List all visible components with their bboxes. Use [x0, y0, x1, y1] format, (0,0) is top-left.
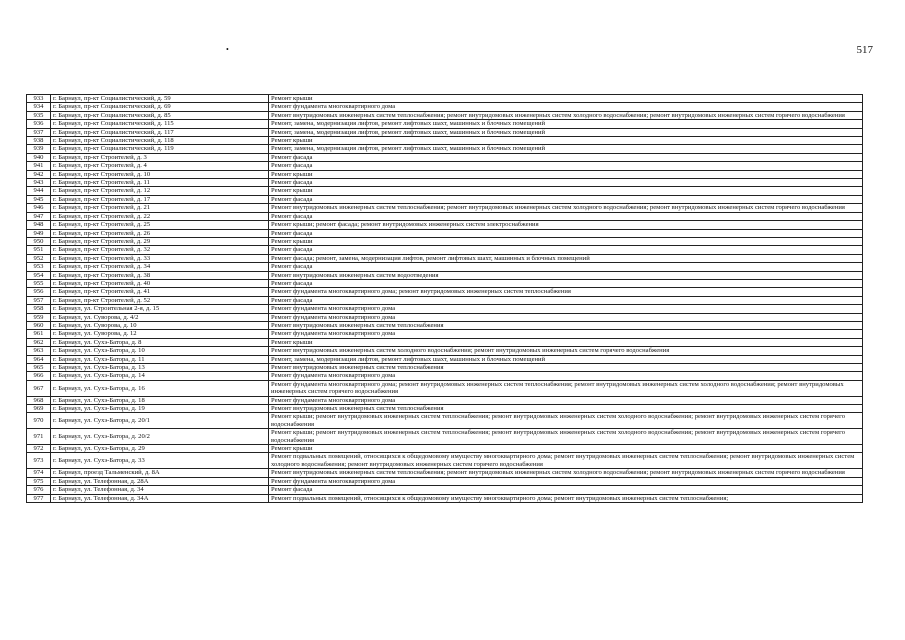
table-row: [27, 288, 863, 296]
table-row: [27, 296, 863, 304]
table-row: [27, 372, 863, 380]
table-row: [27, 469, 863, 477]
row-number: 937: [27, 128, 51, 136]
row-number: 957: [27, 296, 51, 304]
row-works: Ремонт крыши: [269, 170, 863, 178]
table-row: [27, 380, 863, 396]
row-works: Ремонт фундамента многоквартирного дома: [269, 477, 863, 485]
row-works: Ремонт внутридомовых инженерных систем теплоснабжения; ремонт внутридомовых инженерных систем холодного водоснабжения; ремонт внутридомовых инженерных систем горячего водоснабжения: [269, 469, 863, 477]
row-number: 972: [27, 445, 51, 453]
row-number: 975: [27, 477, 51, 485]
row-works: Ремонт, замена, модернизация лифтов, ремонт лифтовых шахт, машинных и блочных помещений: [269, 120, 863, 128]
table-row: [27, 453, 863, 469]
row-works: Ремонт подвальных помещений, относящихся к общедомовому имуществу многоквартирного дома; ремонт внутридомовых инженерных систем теплоснабжения; ремонт внутридомовых инженерных систем холодного водоснабжения; ремонт внутридомовых инженерных систем горячего водоснабжения: [269, 453, 863, 469]
table-row: [27, 330, 863, 338]
table-row: [27, 486, 863, 494]
row-number: 948: [27, 221, 51, 229]
row-works: Ремонт крыши: [269, 137, 863, 145]
row-number: 971: [27, 429, 51, 445]
row-address: г. Барнаул, пр-кт Социалистический, д. 118: [51, 137, 269, 145]
row-works: Ремонт крыши; ремонт внутридомовых инженерных систем теплоснабжения; ремонт внутридомовых инженерных систем холодного водоснабжения; ремонт внутридомовых инженерных систем горячего водоснабжения: [269, 429, 863, 445]
row-works: Ремонт фасада: [269, 179, 863, 187]
row-address: г. Барнаул, пр-кт Строителей, д. 10: [51, 170, 269, 178]
row-number: 942: [27, 170, 51, 178]
row-number: 933: [27, 95, 51, 103]
row-works: Ремонт внутридомовых инженерных систем теплоснабжения; ремонт внутридомовых инженерных систем холодного водоснабжения; ремонт внутридомовых инженерных систем горячего водоснабжения: [269, 111, 863, 119]
row-number: 949: [27, 229, 51, 237]
row-works: Ремонт фундамента многоквартирного дома: [269, 305, 863, 313]
row-number: 962: [27, 338, 51, 346]
table-row: [27, 405, 863, 413]
row-number: 952: [27, 254, 51, 262]
row-number: 954: [27, 271, 51, 279]
row-works: Ремонт фундамента многоквартирного дома; ремонт внутридомовых инженерных систем теплоснабжения; ремонт внутридомовых инженерных систем холодного водоснабжения; ремонт внутридомовых инженерных систем горячего водоснабжения: [269, 380, 863, 396]
row-address: г. Барнаул, пр-кт Строителей, д. 52: [51, 296, 269, 304]
row-works: Ремонт крыши: [269, 95, 863, 103]
row-address: г. Барнаул, пр-кт Социалистический, д. 115: [51, 120, 269, 128]
row-address: г. Барнаул, пр-кт Строителей, д. 12: [51, 187, 269, 195]
row-works: Ремонт внутридомовых инженерных систем теплоснабжения: [269, 405, 863, 413]
table-row: [27, 237, 863, 245]
row-works: Ремонт фундамента многоквартирного дома: [269, 372, 863, 380]
row-number: 956: [27, 288, 51, 296]
row-number: 960: [27, 321, 51, 329]
row-address: г. Барнаул, пр-кт Социалистический, д. 119: [51, 145, 269, 153]
table-row: [27, 396, 863, 404]
row-address: г. Барнаул, проезд Тальменский, д. 8А: [51, 469, 269, 477]
row-number: 976: [27, 486, 51, 494]
table-row: [27, 305, 863, 313]
row-works: Ремонт внутридомовых инженерных систем водоотведения: [269, 271, 863, 279]
row-works: Ремонт фасада: [269, 162, 863, 170]
row-works: Ремонт фасада; ремонт, замена, модернизация лифтов, ремонт лифтовых шахт, машинных и блочных помещений: [269, 254, 863, 262]
table-row: [27, 355, 863, 363]
row-works: Ремонт, замена, модернизация лифтов, ремонт лифтовых шахт, машинных и блочных помещений: [269, 128, 863, 136]
row-works: Ремонт внутридомовых инженерных систем теплоснабжения; ремонт внутридомовых инженерных систем холодного водоснабжения; ремонт внутридомовых инженерных систем горячего водоснабжения: [269, 204, 863, 212]
row-works: Ремонт фасада: [269, 229, 863, 237]
row-number: 959: [27, 313, 51, 321]
table-row: [27, 162, 863, 170]
row-works: Ремонт фасада: [269, 195, 863, 203]
table-row: [27, 429, 863, 445]
row-number: 961: [27, 330, 51, 338]
row-number: 977: [27, 494, 51, 502]
row-number: 973: [27, 453, 51, 469]
row-address: г. Барнаул, ул. Сухэ-Батора, д. 14: [51, 372, 269, 380]
table-row: [27, 103, 863, 111]
row-address: г. Барнаул, пр-кт Строителей, д. 38: [51, 271, 269, 279]
row-works: Ремонт крыши; ремонт внутридомовых инженерных систем теплоснабжения; ремонт внутридомовых инженерных систем холодного водоснабжения; ремонт внутридомовых инженерных систем горячего водоснабжения: [269, 413, 863, 429]
row-works: Ремонт крыши: [269, 445, 863, 453]
row-address: г. Барнаул, ул. Телефонная, д. 34: [51, 486, 269, 494]
row-address: г. Барнаул, ул. Строительная 2-я, д. 15: [51, 305, 269, 313]
row-number: 935: [27, 111, 51, 119]
row-number: 936: [27, 120, 51, 128]
row-works: Ремонт фасада: [269, 486, 863, 494]
row-works: Ремонт фасада: [269, 212, 863, 220]
table-row: [27, 246, 863, 254]
row-address: г. Барнаул, пр-кт Социалистический, д. 69: [51, 103, 269, 111]
table-row: [27, 145, 863, 153]
row-number: 958: [27, 305, 51, 313]
row-address: г. Барнаул, ул. Сухэ-Батора, д. 11: [51, 355, 269, 363]
table-row: [27, 313, 863, 321]
row-works: Ремонт, замена, модернизация лифтов, ремонт лифтовых шахт, машинных и блочных помещений: [269, 145, 863, 153]
table-row: [27, 494, 863, 502]
row-address: г. Барнаул, пр-кт Строителей, д. 32: [51, 246, 269, 254]
row-number: 964: [27, 355, 51, 363]
row-number: 955: [27, 279, 51, 287]
row-number: 968: [27, 396, 51, 404]
table-row: [27, 254, 863, 262]
table-row: [27, 477, 863, 485]
row-number: 939: [27, 145, 51, 153]
row-number: 970: [27, 413, 51, 429]
row-number: 950: [27, 237, 51, 245]
row-number: 974: [27, 469, 51, 477]
row-works: Ремонт, замена, модернизация лифтов, ремонт лифтовых шахт, машинных и блочных помещений: [269, 355, 863, 363]
row-address: г. Барнаул, ул. Сухэ-Батора, д. 29: [51, 445, 269, 453]
row-address: г. Барнаул, ул. Телефонная, д. 28А: [51, 477, 269, 485]
row-address: г. Барнаул, пр-кт Строителей, д. 29: [51, 237, 269, 245]
row-address: г. Барнаул, пр-кт Социалистический, д. 59: [51, 95, 269, 103]
table-row: [27, 347, 863, 355]
table-row: [27, 229, 863, 237]
table-row: [27, 263, 863, 271]
row-address: г. Барнаул, ул. Сухэ-Батора, д. 33: [51, 453, 269, 469]
row-works: Ремонт фасада: [269, 263, 863, 271]
table-row: [27, 195, 863, 203]
row-works: Ремонт внутридомовых инженерных систем теплоснабжения: [269, 321, 863, 329]
page-dot: •: [226, 45, 229, 54]
row-number: 944: [27, 187, 51, 195]
row-address: г. Барнаул, пр-кт Строителей, д. 26: [51, 229, 269, 237]
row-number: 953: [27, 263, 51, 271]
row-address: г. Барнаул, пр-кт Строителей, д. 25: [51, 221, 269, 229]
repair-table: [26, 94, 863, 503]
row-number: 965: [27, 364, 51, 372]
row-address: г. Барнаул, ул. Сухэ-Батора, д. 20/2: [51, 429, 269, 445]
row-works: Ремонт фундамента многоквартирного дома: [269, 103, 863, 111]
table-row: [27, 153, 863, 161]
row-number: 940: [27, 153, 51, 161]
row-address: г. Барнаул, пр-кт Строителей, д. 33: [51, 254, 269, 262]
table-row: [27, 364, 863, 372]
row-address: г. Барнаул, ул. Сухэ-Батора, д. 8: [51, 338, 269, 346]
table-row: [27, 338, 863, 346]
row-works: Ремонт крыши: [269, 338, 863, 346]
table-row: [27, 413, 863, 429]
table-row: [27, 111, 863, 119]
table-row: [27, 271, 863, 279]
row-works: Ремонт крыши: [269, 237, 863, 245]
row-address: г. Барнаул, пр-кт Строителей, д. 41: [51, 288, 269, 296]
row-works: Ремонт подвальных помещений, относящихся к общедомовому имуществу многоквартирного дома; ремонт внутридомовых инженерных систем теплоснабжения;: [269, 494, 863, 502]
row-address: г. Барнаул, пр-кт Строителей, д. 11: [51, 179, 269, 187]
row-works: Ремонт фасада: [269, 246, 863, 254]
row-address: г. Барнаул, ул. Сухэ-Батора, д. 18: [51, 396, 269, 404]
row-number: 969: [27, 405, 51, 413]
row-address: г. Барнаул, пр-кт Строителей, д. 34: [51, 263, 269, 271]
table-row: [27, 95, 863, 103]
row-number: 946: [27, 204, 51, 212]
row-number: 934: [27, 103, 51, 111]
table-row: [27, 204, 863, 212]
row-address: г. Барнаул, пр-кт Социалистический, д. 117: [51, 128, 269, 136]
page-number: 517: [856, 44, 873, 56]
row-address: г. Барнаул, ул. Сухэ-Батора, д. 13: [51, 364, 269, 372]
row-address: г. Барнаул, пр-кт Строителей, д. 3: [51, 153, 269, 161]
row-works: Ремонт внутридомовых инженерных систем теплоснабжения: [269, 364, 863, 372]
row-number: 947: [27, 212, 51, 220]
row-address: г. Барнаул, ул. Сухэ-Батора, д. 19: [51, 405, 269, 413]
row-number: 943: [27, 179, 51, 187]
row-number: 963: [27, 347, 51, 355]
row-number: 945: [27, 195, 51, 203]
row-works: Ремонт крыши: [269, 187, 863, 195]
row-works: Ремонт фундамента многоквартирного дома: [269, 313, 863, 321]
row-number: 967: [27, 380, 51, 396]
row-number: 938: [27, 137, 51, 145]
table-row: [27, 212, 863, 220]
table-row: [27, 321, 863, 329]
row-address: г. Барнаул, пр-кт Строителей, д. 22: [51, 212, 269, 220]
row-address: г. Барнаул, ул. Суворова, д. 12: [51, 330, 269, 338]
row-works: Ремонт фасада: [269, 296, 863, 304]
row-address: г. Барнаул, пр-кт Строителей, д. 17: [51, 195, 269, 203]
row-works: Ремонт фундамента многоквартирного дома: [269, 330, 863, 338]
table-row: [27, 445, 863, 453]
table-row: [27, 187, 863, 195]
row-works: Ремонт внутридомовых инженерных систем холодного водоснабжения; ремонт внутридомовых инженерных систем горячего водоснабжения: [269, 347, 863, 355]
row-number: 951: [27, 246, 51, 254]
row-number: 966: [27, 372, 51, 380]
table-row: [27, 120, 863, 128]
row-works: Ремонт фундамента многоквартирного дома; ремонт внутридомовых инженерных систем теплоснабжения: [269, 288, 863, 296]
row-address: г. Барнаул, ул. Суворова, д. 10: [51, 321, 269, 329]
row-address: г. Барнаул, ул. Сухэ-Батора, д. 20/1: [51, 413, 269, 429]
table-row: [27, 279, 863, 287]
row-works: Ремонт фасада: [269, 153, 863, 161]
row-address: г. Барнаул, пр-кт Строителей, д. 21: [51, 204, 269, 212]
row-number: 941: [27, 162, 51, 170]
row-address: г. Барнаул, ул. Суворова, д. 4/2: [51, 313, 269, 321]
row-address: г. Барнаул, ул. Телефонная, д. 34А: [51, 494, 269, 502]
table-row: [27, 128, 863, 136]
table-row: [27, 221, 863, 229]
row-address: г. Барнаул, пр-кт Строителей, д. 40: [51, 279, 269, 287]
row-works: Ремонт крыши; ремонт фасада; ремонт внутридомовых инженерных систем электроснабжения: [269, 221, 863, 229]
row-address: г. Барнаул, пр-кт Социалистический, д. 85: [51, 111, 269, 119]
row-works: Ремонт фасада: [269, 279, 863, 287]
table-row: [27, 137, 863, 145]
row-address: г. Барнаул, ул. Сухэ-Батора, д. 10: [51, 347, 269, 355]
table-row: [27, 170, 863, 178]
table-row: [27, 179, 863, 187]
row-address: г. Барнаул, ул. Сухэ-Батора, д. 16: [51, 380, 269, 396]
row-works: Ремонт фундамента многоквартирного дома: [269, 396, 863, 404]
row-address: г. Барнаул, пр-кт Строителей, д. 4: [51, 162, 269, 170]
